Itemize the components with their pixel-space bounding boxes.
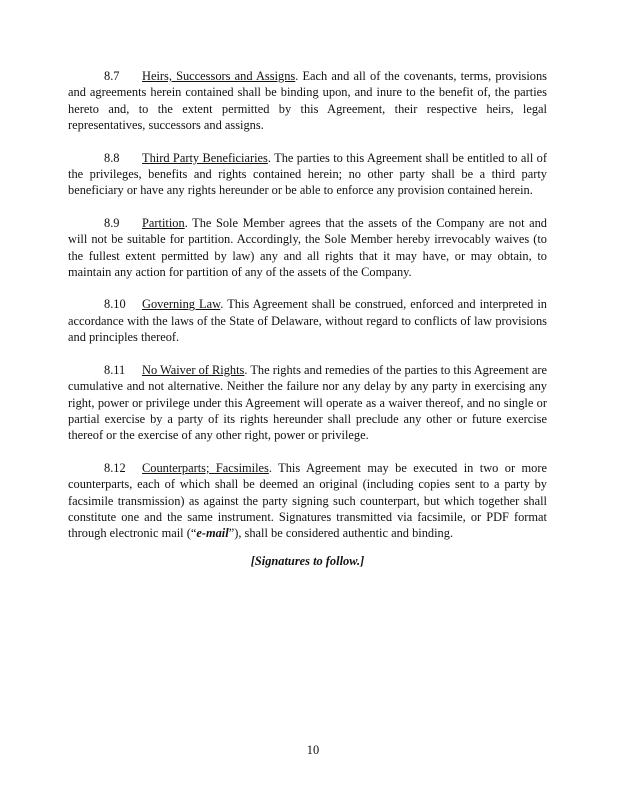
section-number: 8.9 [104, 215, 120, 230]
section-heading: Third Party Beneficiaries [142, 150, 268, 165]
section-number: 8.10 [104, 297, 126, 312]
section-body: . The parties to this Agreement shall be entitled to all of the privileges, benefits and rights contained herein; no other party shall be a third party beneficiary or have any rights hereunder or be able to enforce any provision contained herein. [68, 150, 547, 198]
section-8-9 [68, 215, 547, 281]
section-8-11 [68, 362, 547, 444]
document-page [68, 68, 547, 569]
section-number: 8.11 [104, 362, 126, 377]
section-number: 8.12 [104, 460, 126, 475]
defined-term: e-mail [196, 526, 229, 541]
section-body-end: ”), shall be considered authentic and binding. [228, 526, 454, 541]
section-8-8 [68, 150, 547, 199]
section-8-12 [68, 460, 547, 542]
section-heading: Counterparts; Facsimiles [142, 460, 269, 475]
signatures-note: [Signatures to follow.] [250, 553, 365, 568]
section-body: . This Agreement may be executed in two or more counterparts, each of which shall be deemed an original (including copies sent to a party by facsimile transmission) as against the party signing such counterpart, but which together shall constitute one and the same instrument. Signatures transmitted via facsimile, or PDF format through electronic mail (“ [68, 460, 547, 541]
section-heading: No Waiver of Rights [142, 362, 245, 377]
section-number: 8.8 [104, 150, 120, 165]
section-body: . The Sole Member agrees that the assets of the Company are not and will not be suitable for partition. Accordingly, the Sole Member hereby irrevocably waives (to the fullest extent permitted by law) any and all rights that it may have, or may obtain, to maintain any action for partition of any of the assets of the Company. [68, 215, 547, 280]
section-heading: Heirs, Successors and Assigns [142, 69, 296, 83]
section-body: . This Agreement shall be construed, enforced and interpreted in accordance with the laws of the State of Delaware, without regard to conflicts of law provisions and principles thereof. [68, 297, 547, 345]
page-number: 10 [306, 743, 320, 757]
section-heading: Partition [142, 215, 185, 230]
section-body: . The rights and remedies of the parties to this Agreement are cumulative and not alternative. Neither the failure nor any delay by any party in exercising any right, power or privilege under this Agreement will operate as a waiver thereof, and no single or partial exercise by a party of its rights hereunder shall preclude any other or future exercise thereof or the exercise of any other right, power or privilege. [68, 362, 547, 443]
section-body: . Each and all of the covenants, terms, provisions and agreements herein contained shall be binding upon, and inure to the benefit of, the parties hereto and, to the extent permitted by this Agreement, their respective heirs, legal representatives, successors and assigns. [68, 69, 547, 133]
section-heading: Governing Law [142, 297, 221, 312]
section-8-10 [68, 296, 547, 345]
section-number: 8.7 [104, 69, 120, 83]
section-8-7 [68, 68, 547, 134]
